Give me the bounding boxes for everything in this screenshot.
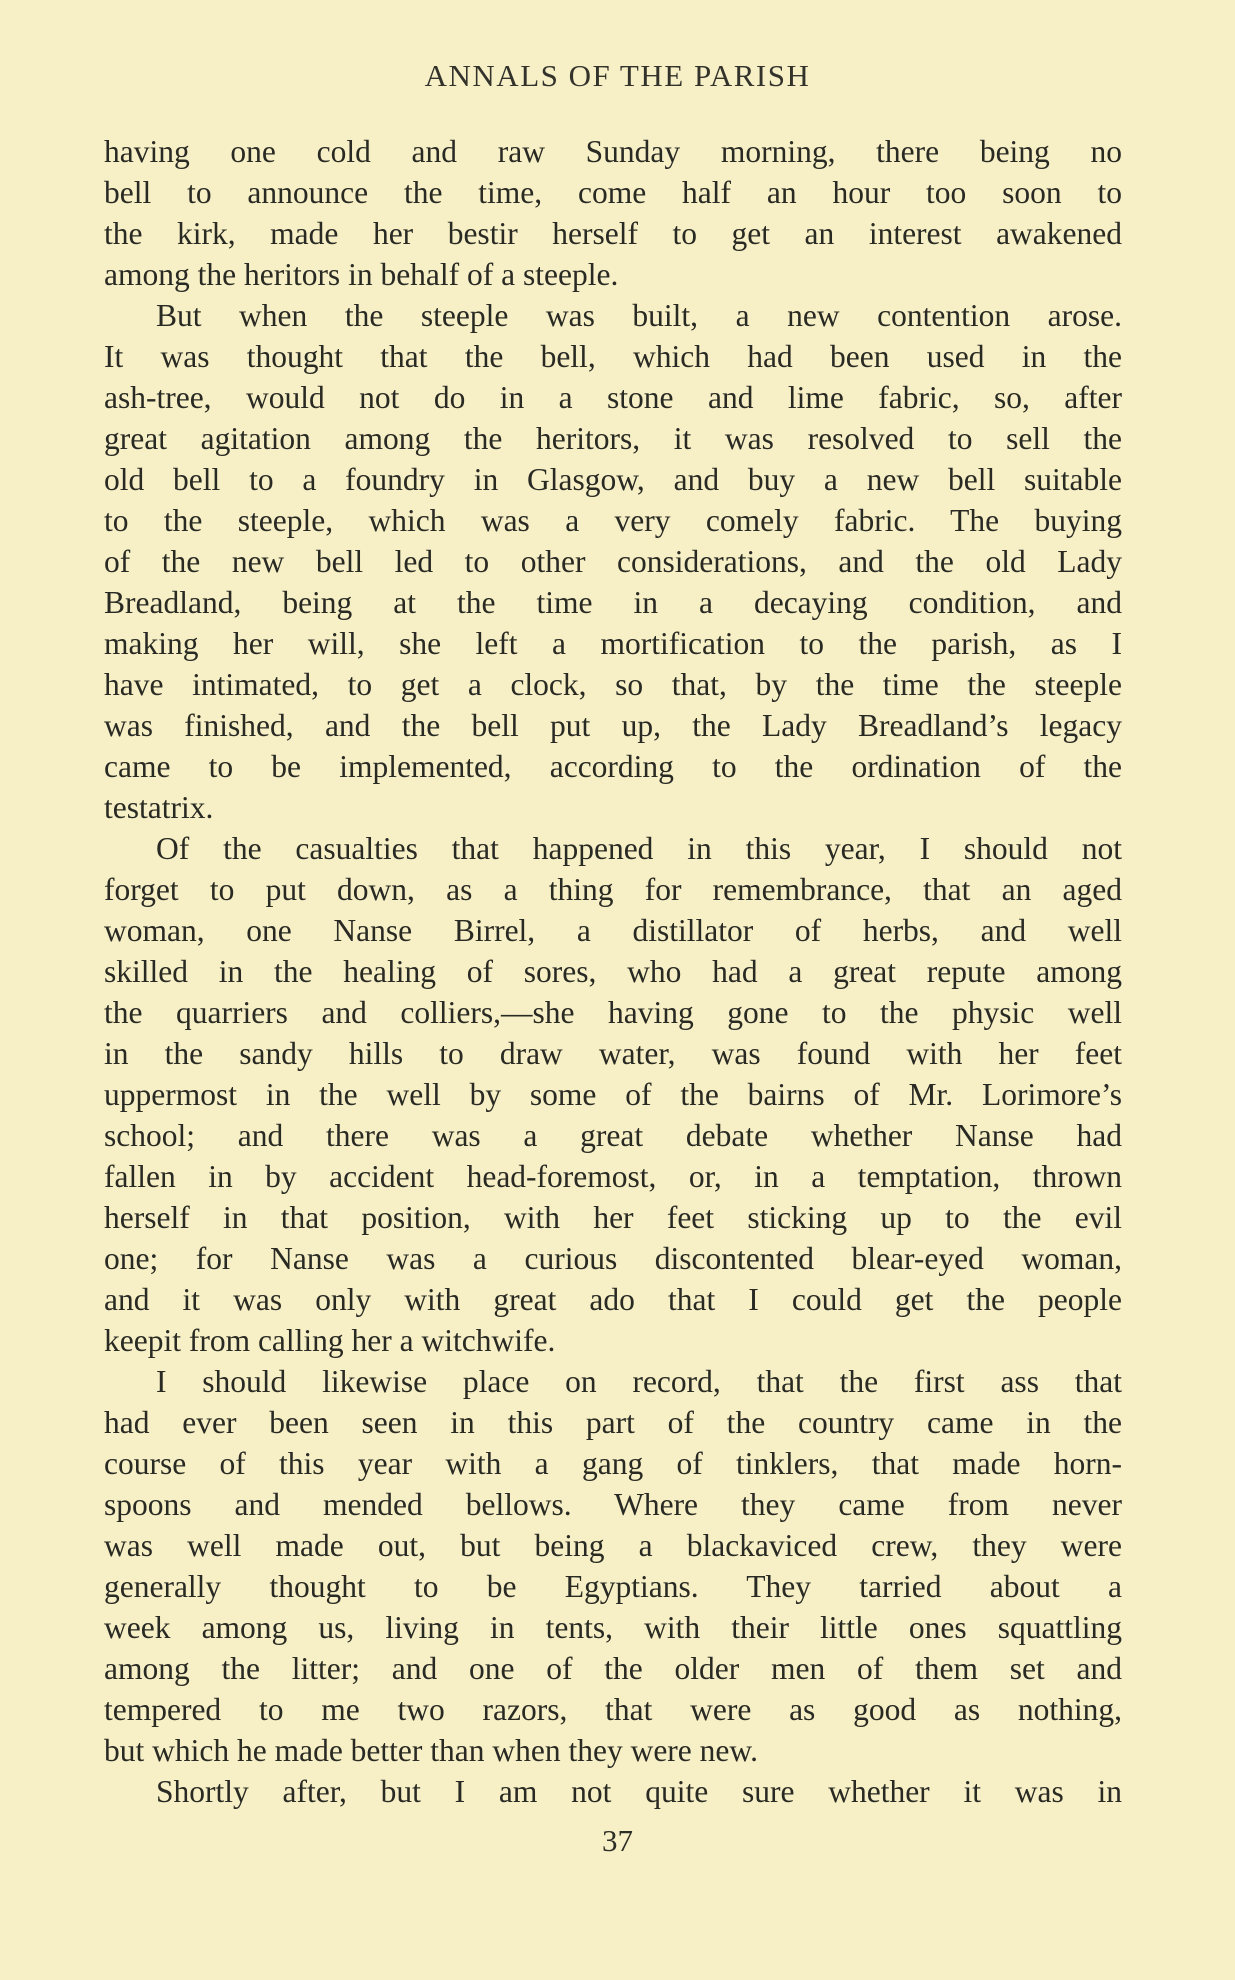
text-line: was well made out, but being a blackaviced crew, they were (104, 1528, 1122, 1563)
text-line: fallen in by accident head-foremost, or, in a temptation, thrown (104, 1159, 1122, 1194)
text-line: But when the steeple was built, a new contention arose. (156, 298, 1122, 333)
running-head: ANNALS OF THE PARISH (424, 58, 811, 93)
text-line: and it was only with great ado that I could get the people (104, 1282, 1122, 1317)
text-line: keepit from calling her a witchwife. (104, 1323, 556, 1358)
text-line: herself in that position, with her feet sticking up to the evil (104, 1200, 1122, 1235)
text-line: spoons and mended bellows. Where they came from never (104, 1487, 1122, 1522)
text-line: great agitation among the heritors, it was resolved to sell the (104, 421, 1122, 456)
text-line: among the litter; and one of the older men of them set and (104, 1651, 1122, 1686)
text-line: I should likewise place on record, that the first ass that (156, 1364, 1122, 1399)
body-text (104, 131, 1122, 1812)
page-number: 37 (602, 1823, 633, 1858)
text-line: one; for Nanse was a curious discontented blear-eyed woman, (104, 1241, 1122, 1276)
text-line: forget to put down, as a thing for remembrance, that an aged (104, 872, 1122, 907)
text-line: generally thought to be Egyptians. They tarried about a (104, 1569, 1122, 1604)
text-line: Of the casualties that happened in this year, I should not (156, 831, 1122, 866)
text-line: of the new bell led to other considerations, and the old Lady (104, 544, 1122, 579)
text-line: week among us, living in tents, with their little ones squattling (104, 1610, 1122, 1645)
text-line: It was thought that the bell, which had been used in the (104, 339, 1122, 374)
text-line: ash-tree, would not do in a stone and lime fabric, so, after (104, 380, 1122, 415)
text-line: making her will, she left a mortification to the parish, as I (104, 626, 1122, 661)
text-line: skilled in the healing of sores, who had a great repute among (104, 954, 1122, 989)
text-line: tempered to me two razors, that were as good as nothing, (104, 1692, 1122, 1727)
text-line: in the sandy hills to draw water, was found with her feet (104, 1036, 1122, 1071)
text-line: came to be implemented, according to the ordination of the (104, 749, 1122, 784)
text-line: woman, one Nanse Birrel, a distillator of herbs, and well (104, 913, 1122, 948)
text-line: have intimated, to get a clock, so that, by the time the steeple (104, 667, 1122, 702)
text-line: Shortly after, but I am not quite sure whether it was in (156, 1774, 1122, 1809)
text-line: to the steeple, which was a very comely fabric. The buying (104, 503, 1122, 538)
text-line: the kirk, made her bestir herself to get an interest awakened (104, 216, 1122, 251)
text-line: uppermost in the well by some of the bairns of Mr. Lorimore’s (104, 1077, 1122, 1112)
text-line: was finished, and the bell put up, the Lady Breadland’s legacy (104, 708, 1122, 743)
text-line: having one cold and raw Sunday morning, there being no (104, 134, 1122, 169)
text-line: testatrix. (104, 790, 214, 825)
text-line: the quarriers and colliers,—she having gone to the physic well (104, 995, 1122, 1030)
text-line: had ever been seen in this part of the country came in the (104, 1405, 1122, 1440)
text-line: school; and there was a great debate whether Nanse had (104, 1118, 1122, 1153)
text-line: bell to announce the time, come half an hour too soon to (104, 175, 1122, 210)
text-line: course of this year with a gang of tinklers, that made horn- (104, 1446, 1122, 1481)
text-line: old bell to a foundry in Glasgow, and buy a new bell suitable (104, 462, 1122, 497)
text-line: but which he made better than when they were new. (104, 1733, 758, 1768)
text-line: Breadland, being at the time in a decaying condition, and (104, 585, 1122, 620)
text-line: among the heritors in behalf of a steeple. (104, 257, 619, 292)
